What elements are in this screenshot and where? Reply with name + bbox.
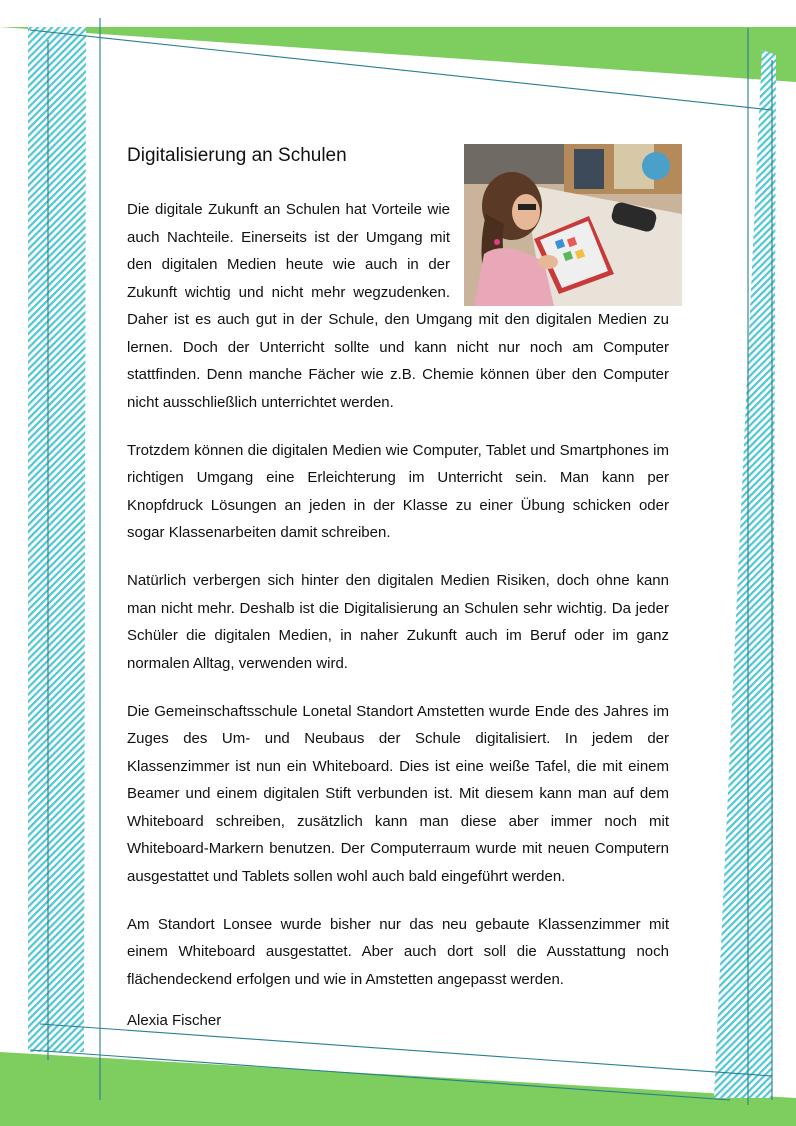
paragraph-4: Die Gemeinschaftsschule Lonetal Standort Amstetten wurde Ende des Jahres im Zuges des Um- und Neubaus der Schule digitalisiert. In jedem der Klassenzimmer ist nun ein Whiteboard. Dies ist eine weiße Tafel, die mit einem Beamer und einem digitalen Stift verbunden ist. Mit diesem kann man auf dem Whiteboard schreiben, zusätzlich kann man diese aber immer noch mit Whiteboard-Markern benutzen. Der Computerraum wurde mit neuen Computern ausgestattet und Tablets sollen wohl auch bald eingeführt werden. bbox=[127, 702, 669, 885]
paragraph-1-text: Die digitale Zukunft an Schulen hat Vorteile wie auch Nachteile. Einerseits ist der Umgang mit den digitalen Medien heute wie auch in der Zukunft wichtig und nicht mehr wegzudenken. Daher ist es auch gut in der Schule, den Umgang mit den digitalen Medien zu lernen. Doch der Unterricht sollte und kann nicht nur noch am Computer stattfinden. Denn manche Fächer wie z.B. Chemie können über den Computer nicht ausschließlich unterrichtet werden. bbox=[127, 201, 669, 411]
article-body bbox=[127, 196, 669, 1014]
paragraph-5: Am Standort Lonsee wurde bisher nur das neu gebaute Klassenzimmer mit einem Whiteboard ausgestattet. Aber auch dort soll die Ausstattung noch flächendeckend erfolgen und wie in Amstetten angepasst werden. bbox=[127, 915, 669, 988]
paragraph-2: Trotzdem können die digitalen Medien wie Computer, Tablet und Smartphones im richtigen Umgang eine Erleichterung im Unterricht sein. Man kann per Knopfdruck Lösungen an jeden in der Klasse zu einer Übung schicken oder sogar Klassenarbeiten damit schreiben. bbox=[127, 441, 669, 541]
paragraph-3: Natürlich verbergen sich hinter den digitalen Medien Risiken, doch ohne kann man nicht mehr. Deshalb ist die Digitalisierung an Schulen sehr wichtig. Da jeder Schüler die digitalen Medien, in naher Zukunft auch im Beruf oder im ganz normalen Alltag, verwenden wird. bbox=[127, 572, 669, 672]
author-name: Alexia Fischer bbox=[127, 1012, 222, 1029]
left-hatch-stripe bbox=[28, 27, 86, 1052]
page-title: Digitalisierung an Schulen bbox=[127, 145, 347, 166]
photo-spacer bbox=[450, 196, 669, 306]
top-green-band bbox=[0, 27, 796, 82]
right-hatch-stripe bbox=[714, 50, 776, 1098]
paragraph-1 bbox=[127, 196, 669, 416]
